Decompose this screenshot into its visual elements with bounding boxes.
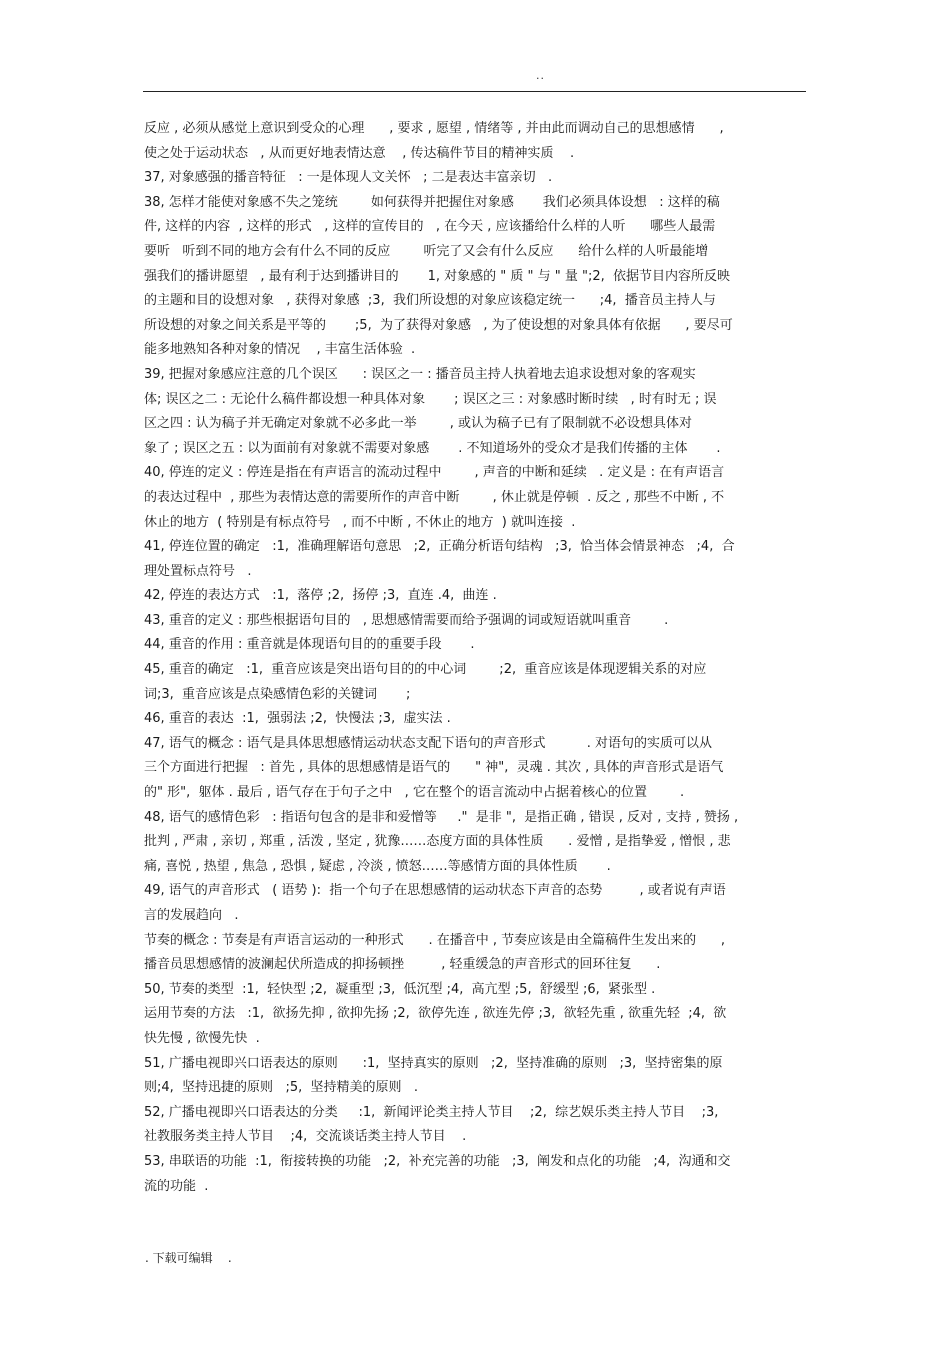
text-line: 39, 把握对象感应注意的几个误区 : 误区之一 : 播音员主持人执着地去追求设想对象的客观实 (144, 366, 696, 382)
header-rule (143, 91, 806, 92)
text-line: 能多地熟知各种对象的情况 , 丰富生活体验 . (144, 342, 416, 358)
text-line: 节奏的概念 : 节奏是有声语言运动的一种形式 . 在播音中 , 节奏应该是由全篇稿件生发出来的 , (144, 932, 726, 948)
text-line: 反应 , 必须从感觉上意识到受众的心理 , 要求 , 愿望 , 情绪等 , 并由此而调动自己的思想感情 , (144, 121, 724, 136)
text-line: 45, 重音的确定 :1, 重音应该是突出语句目的的中心词 ;2, 重音应该是体现逻辑关系的对应 (144, 662, 707, 678)
text-line: 区之四 : 认为稿子并无确定对象就不必多此一举 , 或认为稿子已有了限制就不必设想具体对 (144, 416, 692, 432)
text-line: 理处置标点符号 . (144, 563, 252, 579)
text-line: 51, 广播电视即兴口语表达的原则 :1, 坚持真实的原则 ;2, 坚持准确的原则 ;3, 坚持密集的原 (144, 1055, 723, 1071)
document-body (144, 117, 808, 1199)
text-line: 41, 停连位置的确定 :1, 准确理解语句意思 ;2, 正确分析语句结构 ;3, 恰当体会情景神态 ;4, 合 (144, 539, 735, 555)
text-line: 46, 重音的表达 :1, 强弱法 ;2, 快慢法 ;3, 虚实法 . (144, 711, 451, 727)
text-line: 言的发展趋向 . (144, 908, 239, 923)
text-line: 体; 误区之二 : 无论什么稿件都设想一种具体对象 ; 误区之三 : 对象感时断时续 , 时有时无 ; 误 (144, 391, 717, 407)
text-line: 52, 广播电视即兴口语表达的分类 :1, 新闻评论类主持人节目 ;2, 综艺娱乐类主持人节目 ;3, (144, 1104, 719, 1120)
text-line: 休止的地方 ( 特别是有标点符号 , 而不中断 , 不休止的地方 ) 就叫连接 . (144, 514, 576, 530)
text-line: 的表达过程中 , 那些为表情达意的需要所作的声音中断 , 休止就是停顿 . 反之 , 那些不中断 , 不 (144, 489, 725, 505)
text-line: 47, 语气的概念 : 语气是具体思想感情运动状态支配下语句的声音形式 . 对语句的实质可以从 (144, 735, 713, 751)
text-line: 要听 听到不同的地方会有什么不同的反应 听完了又会有什么反应 给什么样的人听最能增 (144, 243, 709, 259)
text-line: 38, 怎样才能使对象感不失之笼统 如何获得并把握住对象感 我们必须具体设想 : 这样的稿 (144, 194, 720, 210)
text-line: 的" 形", 躯体 . 最后 , 语气存在于句子之中 , 它在整个的语言流动中占据着核心的位置 . (144, 785, 685, 801)
text-line: 词;3, 重音应该是点染感情色彩的关键词 ; (144, 686, 411, 702)
text-line: 社教服务类主持人节目 ;4, 交流谈话类主持人节目 . (144, 1129, 467, 1145)
header-mark: ·· (536, 72, 545, 85)
text-line: 48, 语气的感情色彩 : 指语句包含的是非和爱憎等 ." 是非 ", 是指正确 , 错误 , 反对 , 支持 , 赞扬 , (144, 809, 739, 825)
text-line: 快先慢 , 欲慢先快 . (144, 1030, 260, 1046)
text-line: 53, 串联语的功能 :1, 衔接转换的功能 ;2, 补充完善的功能 ;3, 阐发和点化的功能 ;4, 沟通和交 (144, 1153, 731, 1169)
text-line: 50, 节奏的类型 :1, 轻快型 ;2, 凝重型 ;3, 低沉型 ;4, 高亢型 ;5, 舒缓型 ;6, 紧张型 . (144, 981, 656, 997)
text-line: 49, 语气的声音形式 ( 语势 ): 指一个句子在思想感情的运动状态下声音的态势 , 或者说有声语 (144, 883, 726, 899)
text-line: 40, 停连的定义 : 停连是指在有声语言的流动过程中 , 声音的中断和延续 . 定义是 : 在有声语言 (144, 465, 725, 481)
text-line: 运用节奏的方法 :1, 欲扬先抑 , 欲抑先扬 ;2, 欲停先连 , 欲连先停 ;3, 欲轻先重 , 欲重先轻 ;4, 欲 (144, 1006, 727, 1022)
text-line: 42, 停连的表达方式 :1, 落停 ;2, 扬停 ;3, 直连 .4, 曲连 . (144, 588, 497, 604)
text-line: 则;4, 坚持迅捷的原则 ;5, 坚持精美的原则 . (144, 1080, 419, 1096)
text-line: 件, 这样的内容 , 这样的形式 , 这样的宣传目的 , 在今天 , 应该播给什么样的人听 哪些人最需 (144, 219, 716, 235)
text-line: 流的功能 . (144, 1178, 209, 1194)
text-line: 37, 对象感强的播音特征 : 一是体现人文关怀 ; 二是表达丰富亲切 . (144, 170, 553, 186)
text-line: 使之处于运动状态 , 从而更好地表情达意 , 传达稿件节目的精神实质 . (144, 145, 575, 161)
text-line: 44, 重音的作用 : 重音就是体现语句目的的重要手段 . (144, 637, 475, 653)
text-line: 批判 , 严肃 , 亲切 , 郑重 , 活泼 , 坚定 , 犹豫……态度方面的具体性质 . 爱憎 , 是指挚爱 , 憎恨 , 悲 (144, 834, 731, 850)
text-line: 三个方面进行把握 : 首先 , 具体的思想感情是语气的 " 神", 灵魂 . 其次 , 具体的声音形式是语气 (144, 760, 724, 776)
text-line: 播音员思想感情的波澜起伏所造成的抑扬顿挫 , 轻重缓急的声音形式的回环往复 . (144, 957, 661, 973)
text-line: 痛, 喜悦 , 热望 , 焦急 , 恐惧 , 疑虑 , 冷淡 , 愤怒……等感情方面的具体性质 . (144, 858, 611, 874)
text-line: 象了 ; 误区之五 : 以为面前有对象就不需要对象感 . 不知道场外的受众才是我们传播的主体 . (144, 440, 721, 456)
text-line: 强我们的播讲愿望 , 最有利于达到播讲目的 1, 对象感的 " 质 " 与 " 量 ";2, 依据节目内容所反映 (144, 268, 731, 284)
text-line: 43, 重音的定义 : 那些根据语句目的 , 思想感情需要而给予强调的词或短语就叫重音 . (144, 612, 669, 628)
text-line: 所设想的对象之间关系是平等的 ;5, 为了获得对象感 , 为了使设想的对象具体有依据 , 要尽可 (144, 317, 733, 333)
text-line: 的主题和目的设想对象 , 获得对象感 ;3, 我们所设想的对象应该稳定统一 ;4, 播音员主持人与 (144, 293, 716, 309)
footer-note: . 下载可编辑 . (145, 1251, 232, 1265)
